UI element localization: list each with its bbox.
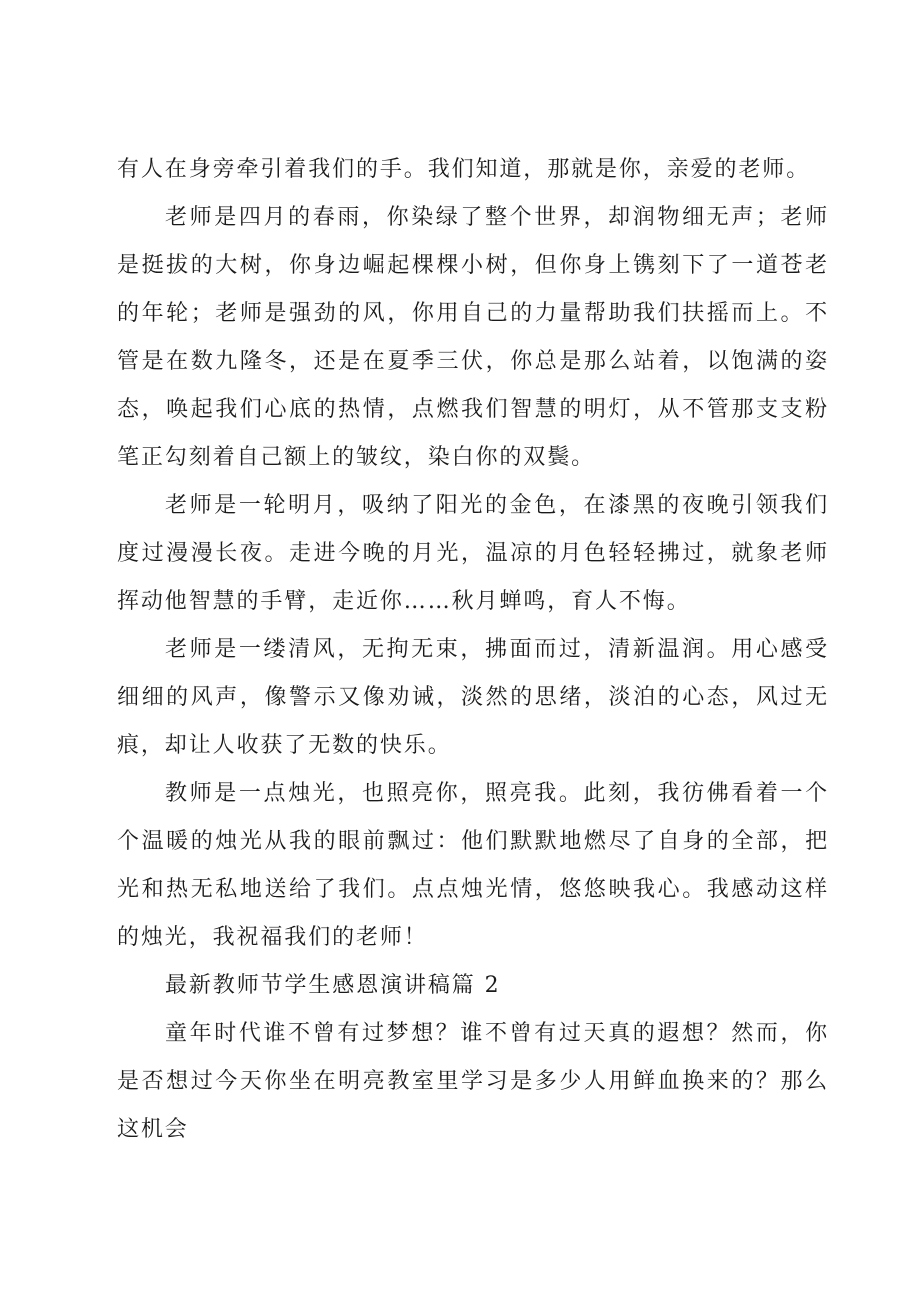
paragraph: 教师是一点烛光，也照亮你，照亮我。此刻，我彷佛看着一个个温暖的烛光从我的眼前飘过：他们默默地燃尽了自身的全部，把光和热无私地送给了我们。点点烛光情，悠悠映我心。我感动这样的烛光，我祝福我们的老师！ (117, 781, 829, 950)
paragraph: 老师是一缕清风，无拘无束，拂面而过，清新温润。用心感受细细的风声，像警示又像劝诫，淡然的思绪，淡泊的心态，风过无痕，却让人收获了无数的快乐。 (117, 637, 829, 758)
document-body (117, 146, 829, 1154)
paragraph: 老师是四月的春雨，你染绿了整个世界，却润物细无声；老师是挺拔的大树，你身边崛起棵棵小树，但你身上镌刻下了一道苍老的年轮；老师是强劲的风，你用自己的力量帮助我们扶摇而上。不管是在数九隆冬，还是在夏季三伏，你总是那么站着，以饱满的姿态，唤起我们心底的热情，点燃我们智慧的明灯，从不管那支支粉笔正勾刻着自己额上的皱纹，染白你的双鬓。 (117, 205, 829, 470)
paragraph: 有人在身旁牵引着我们的手。我们知道，那就是你，亲爱的老师。 (117, 157, 811, 182)
paragraph: 童年时代谁不曾有过梦想？谁不曾有过天真的遐想？然而，你是否想过今天你坐在明亮教室里学习是多少人用鲜血换来的？那么这机会 (117, 1021, 829, 1142)
section-heading: 最新教师节学生感恩演讲稿篇 2 (165, 973, 501, 998)
paragraph: 老师是一轮明月，吸纳了阳光的金色，在漆黑的夜晚引领我们度过漫漫长夜。走进今晚的月光，温凉的月色轻轻拂过，就象老师挥动他智慧的手臂，走近你……秋月蝉鸣，育人不悔。 (117, 493, 829, 614)
